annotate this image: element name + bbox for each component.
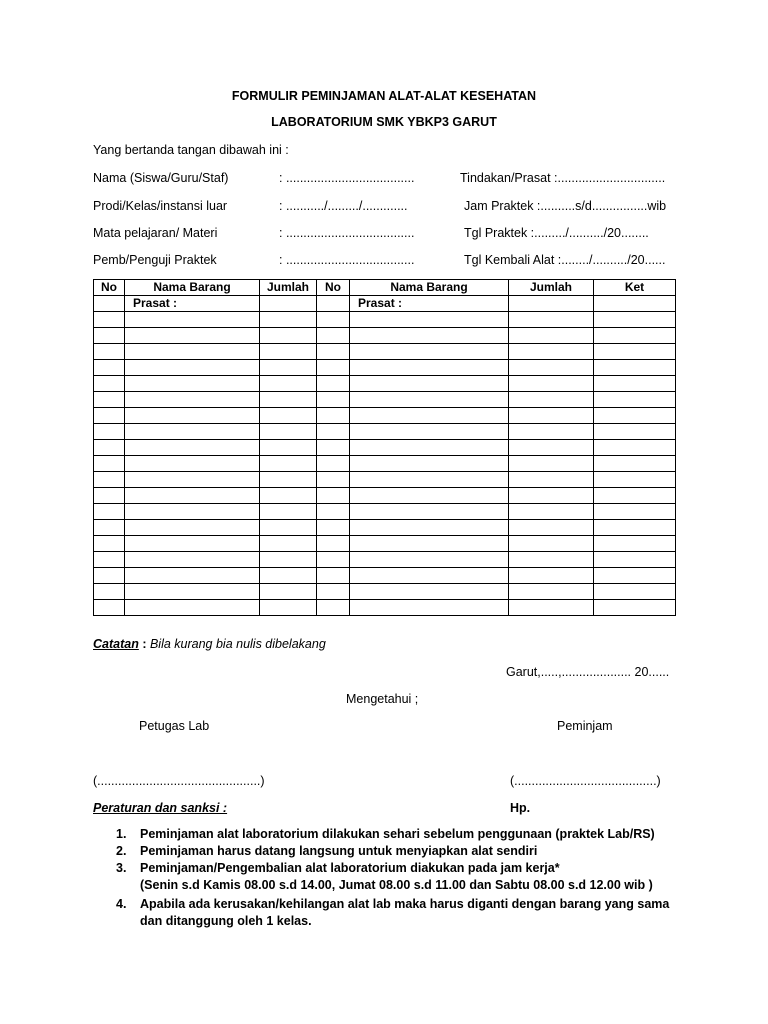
table-cell[interactable] <box>509 360 594 376</box>
table-cell[interactable] <box>509 344 594 360</box>
table-cell[interactable] <box>260 536 317 552</box>
table-cell[interactable] <box>509 584 594 600</box>
table-cell[interactable] <box>350 504 509 520</box>
field-label-mapel: Mata pelajaran/ Materi <box>93 226 218 240</box>
table-cell[interactable] <box>509 600 594 616</box>
table-cell[interactable] <box>317 360 350 376</box>
table-cell[interactable] <box>317 568 350 584</box>
table-cell[interactable] <box>94 568 125 584</box>
table-row <box>94 520 676 536</box>
table-cell[interactable] <box>94 328 125 344</box>
catatan-colon: : <box>138 637 147 651</box>
table-row <box>94 600 676 616</box>
table-cell[interactable] <box>594 360 676 376</box>
table-row <box>94 344 676 360</box>
table-cell[interactable] <box>594 568 676 584</box>
field-label-nama: Nama (Siswa/Guru/Staf) <box>93 171 229 185</box>
table-header-row <box>94 280 676 296</box>
table-cell[interactable] <box>594 552 676 568</box>
header-ket: Ket <box>594 280 676 296</box>
table-cell[interactable] <box>317 328 350 344</box>
table-cell[interactable] <box>94 296 125 312</box>
table-cell[interactable] <box>94 392 125 408</box>
table-row <box>94 440 676 456</box>
rule-number: 2. <box>116 844 127 858</box>
table-cell[interactable] <box>94 600 125 616</box>
table-cell[interactable] <box>317 552 350 568</box>
table-cell[interactable] <box>350 456 509 472</box>
field-value-mapel[interactable]: : ..................................... <box>279 226 415 240</box>
rule-subtext: (Senin s.d Kamis 08.00 s.d 14.00, Jumat 08.00 s.d 11.00 dan Sabtu 08.00 s.d 12.00 wib ) <box>140 878 653 892</box>
table-cell[interactable] <box>125 536 260 552</box>
table-cell[interactable] <box>260 344 317 360</box>
table-cell[interactable] <box>350 312 509 328</box>
field-value-pembimbing[interactable]: : ..................................... <box>279 253 415 267</box>
table-cell[interactable] <box>594 408 676 424</box>
table-cell[interactable] <box>260 392 317 408</box>
table-cell[interactable] <box>125 488 260 504</box>
table-row <box>94 456 676 472</box>
catatan-line <box>93 637 326 651</box>
table-cell[interactable] <box>317 408 350 424</box>
table-cell[interactable] <box>509 488 594 504</box>
table-cell[interactable] <box>260 296 317 312</box>
table-cell[interactable] <box>350 440 509 456</box>
table-cell[interactable] <box>260 424 317 440</box>
table-cell[interactable] <box>125 328 260 344</box>
table-cell[interactable] <box>125 344 260 360</box>
table-cell[interactable] <box>94 424 125 440</box>
rule-item <box>96 860 686 894</box>
table-cell[interactable] <box>125 520 260 536</box>
rule-text: Peminjaman/Pengembalian alat laboratorium diakukan pada jam kerja* <box>140 861 560 875</box>
table-cell[interactable] <box>260 600 317 616</box>
table-cell[interactable] <box>594 440 676 456</box>
prasat-label: Prasat : <box>125 296 260 312</box>
table-cell[interactable] <box>594 584 676 600</box>
table-row <box>94 552 676 568</box>
rules-title: Peraturan dan sanksi : <box>93 801 228 815</box>
table-cell[interactable] <box>350 328 509 344</box>
table-cell[interactable] <box>94 360 125 376</box>
table-cell[interactable] <box>125 600 260 616</box>
table-cell[interactable] <box>317 520 350 536</box>
table-cell[interactable] <box>509 536 594 552</box>
table-cell[interactable] <box>125 392 260 408</box>
table-cell[interactable] <box>125 440 260 456</box>
table-cell[interactable] <box>260 472 317 488</box>
field-tindakan[interactable]: Tindakan/Prasat :............................... <box>460 171 666 185</box>
table-cell[interactable] <box>509 312 594 328</box>
table-cell[interactable] <box>350 376 509 392</box>
table-cell[interactable] <box>350 392 509 408</box>
table-cell[interactable] <box>350 488 509 504</box>
rule-item <box>96 826 686 843</box>
petugas-label: Petugas Lab <box>139 719 210 733</box>
header-no-2: No <box>317 280 350 296</box>
table-cell[interactable] <box>509 552 594 568</box>
table-cell[interactable] <box>94 344 125 360</box>
table-cell[interactable] <box>317 456 350 472</box>
table-row <box>94 536 676 552</box>
table-cell[interactable] <box>94 536 125 552</box>
catatan-text: Bila kurang bia nulis dibelakang <box>146 637 326 651</box>
table-cell[interactable] <box>594 536 676 552</box>
table-cell[interactable] <box>594 344 676 360</box>
table-cell[interactable] <box>509 456 594 472</box>
table-cell[interactable] <box>317 392 350 408</box>
table-cell[interactable] <box>260 312 317 328</box>
signature-peminjam[interactable]: (.........................................) <box>510 774 661 788</box>
table-row <box>94 488 676 504</box>
table-cell[interactable] <box>594 392 676 408</box>
header-jumlah: Jumlah <box>260 280 317 296</box>
field-value-prodi[interactable]: : .........../........./............. <box>279 199 408 213</box>
rules-list <box>96 826 686 930</box>
hp-label: Hp. <box>510 801 531 815</box>
table-cell[interactable] <box>317 536 350 552</box>
table-cell[interactable] <box>125 552 260 568</box>
rule-number: 1. <box>116 827 127 841</box>
table-cell[interactable] <box>509 328 594 344</box>
table-cell[interactable] <box>317 312 350 328</box>
table-cell[interactable] <box>509 408 594 424</box>
table-row <box>94 568 676 584</box>
table-cell[interactable] <box>260 520 317 536</box>
table-cell[interactable] <box>594 424 676 440</box>
table-cell[interactable] <box>260 408 317 424</box>
table-cell[interactable] <box>94 408 125 424</box>
field-tgl-kembali[interactable]: Tgl Kembali Alat :......../........../20...... <box>464 253 666 267</box>
table-cell[interactable] <box>509 568 594 584</box>
table-cell[interactable] <box>594 328 676 344</box>
table-cell[interactable] <box>350 536 509 552</box>
table-cell[interactable] <box>350 344 509 360</box>
table-cell[interactable] <box>509 440 594 456</box>
field-value-nama[interactable]: : ..................................... <box>279 171 415 185</box>
table-cell[interactable] <box>594 520 676 536</box>
table-row <box>94 328 676 344</box>
table-cell[interactable] <box>94 472 125 488</box>
field-label-pembimbing: Pemb/Penguji Praktek <box>93 253 217 267</box>
table-row <box>94 296 676 312</box>
table-cell[interactable] <box>594 296 676 312</box>
table-row <box>94 504 676 520</box>
table-cell[interactable] <box>125 312 260 328</box>
rule-text: Peminjaman alat laboratorium dilakukan sehari sebelum penggunaan (praktek Lab/RS) <box>140 827 655 841</box>
table-cell[interactable] <box>260 552 317 568</box>
rule-item <box>96 843 686 860</box>
table-cell[interactable] <box>125 584 260 600</box>
header-nama-barang: Nama Barang <box>125 280 260 296</box>
rule-number: 3. <box>116 861 127 875</box>
table-cell[interactable] <box>94 440 125 456</box>
items-table <box>93 279 676 616</box>
prasat-label-2: Prasat : <box>350 296 509 312</box>
form-subtitle: LABORATORIUM SMK YBKP3 GARUT <box>271 115 497 129</box>
table-cell[interactable] <box>94 488 125 504</box>
table-cell[interactable] <box>594 488 676 504</box>
table-cell[interactable] <box>594 456 676 472</box>
table-cell[interactable] <box>317 296 350 312</box>
peminjam-label: Peminjam <box>557 719 613 733</box>
table-cell[interactable] <box>125 424 260 440</box>
table-cell[interactable] <box>94 584 125 600</box>
table-cell[interactable] <box>350 472 509 488</box>
table-cell[interactable] <box>317 504 350 520</box>
table-cell[interactable] <box>125 504 260 520</box>
table-cell[interactable] <box>260 504 317 520</box>
table-row <box>94 424 676 440</box>
table-row <box>94 312 676 328</box>
table-cell[interactable] <box>317 424 350 440</box>
table-cell[interactable] <box>350 568 509 584</box>
header-nama-barang-2: Nama Barang <box>350 280 509 296</box>
mengetahui-label: Mengetahui ; <box>346 692 419 706</box>
table-cell[interactable] <box>94 456 125 472</box>
table-cell[interactable] <box>94 504 125 520</box>
table-cell[interactable] <box>350 600 509 616</box>
rule-item <box>96 896 686 930</box>
table-cell[interactable] <box>350 520 509 536</box>
header-no: No <box>94 280 125 296</box>
table-cell[interactable] <box>594 600 676 616</box>
table-cell[interactable] <box>125 408 260 424</box>
table-row <box>94 392 676 408</box>
table-cell[interactable] <box>260 328 317 344</box>
table-cell[interactable] <box>317 472 350 488</box>
table-cell[interactable] <box>350 424 509 440</box>
table-cell[interactable] <box>125 568 260 584</box>
table-cell[interactable] <box>260 568 317 584</box>
table-cell[interactable] <box>125 456 260 472</box>
table-cell[interactable] <box>317 440 350 456</box>
table-cell[interactable] <box>350 408 509 424</box>
table-cell[interactable] <box>509 472 594 488</box>
table-cell[interactable] <box>509 424 594 440</box>
table-row <box>94 360 676 376</box>
table-cell[interactable] <box>509 376 594 392</box>
table-cell[interactable] <box>594 504 676 520</box>
signature-petugas[interactable]: (...............................................) <box>93 774 265 788</box>
table-cell[interactable] <box>594 376 676 392</box>
table-cell[interactable] <box>509 504 594 520</box>
table-cell[interactable] <box>260 488 317 504</box>
table-cell[interactable] <box>317 600 350 616</box>
table-cell[interactable] <box>260 376 317 392</box>
table-cell[interactable] <box>260 584 317 600</box>
table-cell[interactable] <box>260 360 317 376</box>
table-cell[interactable] <box>317 488 350 504</box>
rule-text: Apabila ada kerusakan/kehilangan alat lab maka harus diganti dengan barang yang sama dan ditanggung oleh 1 kelas. <box>140 897 670 928</box>
header-jumlah-2: Jumlah <box>509 280 594 296</box>
table-cell[interactable] <box>317 376 350 392</box>
table-cell[interactable] <box>260 456 317 472</box>
table-cell[interactable] <box>509 520 594 536</box>
table-cell[interactable] <box>94 552 125 568</box>
field-jam-praktek[interactable]: Jam Praktek :..........s/d................wib <box>464 199 667 213</box>
field-tgl-praktek[interactable]: Tgl Praktek :........./........../20........ <box>464 226 649 240</box>
table-cell[interactable] <box>260 440 317 456</box>
table-cell[interactable] <box>94 312 125 328</box>
table-cell[interactable] <box>350 552 509 568</box>
table-cell[interactable] <box>509 392 594 408</box>
table-cell[interactable] <box>350 584 509 600</box>
table-row <box>94 472 676 488</box>
table-cell[interactable] <box>94 520 125 536</box>
catatan-label: Catatan <box>93 637 139 651</box>
table-cell[interactable] <box>125 472 260 488</box>
intro-text: Yang bertanda tangan dibawah ini : <box>93 143 289 157</box>
table-row <box>94 408 676 424</box>
table-row <box>94 376 676 392</box>
table-cell[interactable] <box>317 584 350 600</box>
table-cell[interactable] <box>350 360 509 376</box>
form-title: FORMULIR PEMINJAMAN ALAT-ALAT KESEHATAN <box>231 89 537 103</box>
table-cell[interactable] <box>594 472 676 488</box>
place-date: Garut,.....,.................... 20...... <box>506 665 670 679</box>
table-cell[interactable] <box>125 360 260 376</box>
rule-number: 4. <box>116 897 127 911</box>
table-cell[interactable] <box>125 376 260 392</box>
table-cell[interactable] <box>317 344 350 360</box>
field-label-prodi: Prodi/Kelas/instansi luar <box>93 199 228 213</box>
table-cell[interactable] <box>594 312 676 328</box>
table-cell[interactable] <box>94 376 125 392</box>
rule-text: Peminjaman harus datang langsung untuk menyiapkan alat sendiri <box>140 844 538 858</box>
table-cell[interactable] <box>509 296 594 312</box>
table-row <box>94 584 676 600</box>
